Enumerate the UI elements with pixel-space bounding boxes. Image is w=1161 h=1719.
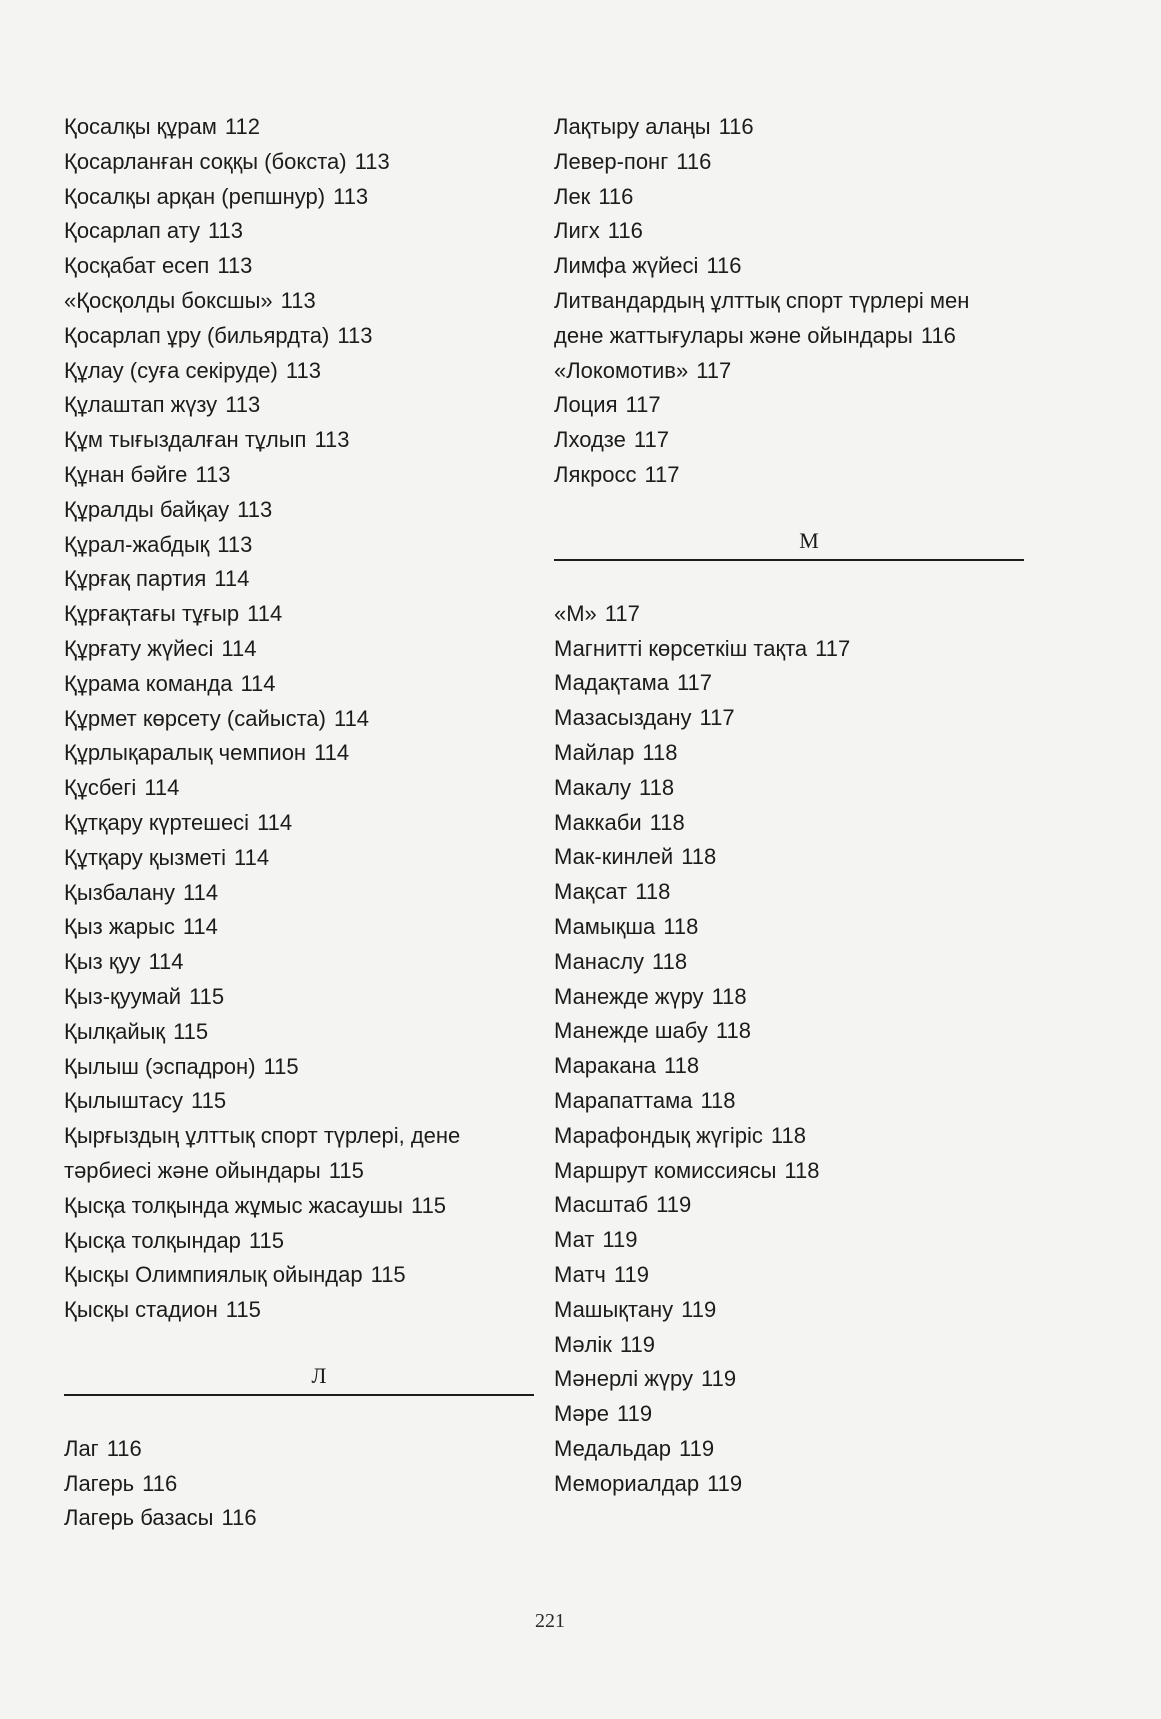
entry-page-number: 116 <box>598 183 634 209</box>
entry-page-number: 114 <box>233 844 270 870</box>
entry-page-number: 113 <box>314 427 350 453</box>
entry-term: Қосалқы құрам <box>64 114 217 139</box>
entry-page-number: 118 <box>715 1018 751 1044</box>
entry-term: Мамықша <box>554 913 656 939</box>
index-entry <box>554 284 1024 354</box>
index-entry <box>64 945 534 980</box>
index-entry <box>554 875 1024 910</box>
entry-page-number: 113 <box>333 183 369 209</box>
index-entry <box>64 736 534 771</box>
entry-term: Мемориалдар <box>554 1470 700 1496</box>
entry-page-number: 113 <box>195 461 231 487</box>
entry-term: Мак-кинлей <box>554 844 674 870</box>
index-entry <box>64 1119 534 1189</box>
entry-term: Лаг <box>64 1435 99 1461</box>
index-entry <box>554 1049 1024 1084</box>
entry-term: Марафондық жүгіріс <box>554 1122 763 1148</box>
index-entry <box>64 667 534 702</box>
entry-term: Лякросс <box>554 461 637 487</box>
entry-page-number: 113 <box>217 253 253 279</box>
entry-term: Манаслу <box>554 948 645 974</box>
right-entries-after <box>554 597 1024 1502</box>
entry-page-number: 116 <box>221 1505 257 1531</box>
index-entry <box>64 597 534 632</box>
index-entry <box>554 806 1024 841</box>
entry-term: Қыз-қуумай <box>64 983 182 1009</box>
index-entry <box>554 423 1024 458</box>
index-entry <box>64 493 534 528</box>
left-entries-before <box>64 110 534 1328</box>
index-entry <box>554 945 1024 980</box>
entry-page-number: 114 <box>314 740 350 766</box>
index-entry <box>554 701 1024 736</box>
entry-page-number: 114 <box>240 670 276 696</box>
index-entry <box>554 180 1024 215</box>
entry-term: Құрғату жүйесі <box>64 635 214 661</box>
index-entry <box>554 1154 1024 1189</box>
right-entries-before <box>554 110 1024 493</box>
index-entry <box>64 528 534 563</box>
entry-page-number: 116 <box>706 253 742 279</box>
entry-page-number: 118 <box>770 1122 806 1148</box>
entry-page-number: 113 <box>237 496 273 522</box>
entry-term: Манежде жүру <box>554 983 704 1009</box>
index-entry <box>554 1188 1024 1223</box>
index-entry <box>554 666 1024 701</box>
entry-page-number: 118 <box>642 739 678 765</box>
entry-page-number: 115 <box>248 1227 284 1253</box>
right-column <box>554 110 1024 1501</box>
entry-page-number: 118 <box>700 1087 736 1113</box>
section-header-m <box>554 525 1024 569</box>
entry-term: Қыз қуу <box>64 949 141 975</box>
index-entry <box>64 702 534 737</box>
entry-term: Қысқа толқындар <box>64 1227 241 1253</box>
entry-term: Лимфа жүйесі <box>554 253 699 279</box>
entry-page-number: 115 <box>173 1018 209 1044</box>
entry-page-number: 118 <box>681 844 717 870</box>
index-entry <box>64 458 534 493</box>
entry-term: Макалу <box>554 774 631 800</box>
entry-page-number: 118 <box>652 948 688 974</box>
entry-page-number: 114 <box>247 601 283 627</box>
index-entry <box>554 110 1024 145</box>
entry-term: Лходзе <box>554 427 626 453</box>
entry-page-number: 114 <box>257 809 293 835</box>
entry-page-number: 116 <box>676 148 712 174</box>
entry-page-number: 116 <box>920 322 956 348</box>
entry-page-number: 113 <box>217 531 253 557</box>
index-entry <box>64 1432 534 1467</box>
index-entry <box>64 145 534 180</box>
entry-term: Лагерь базасы <box>64 1505 214 1531</box>
entry-term: Мадақтама <box>554 670 669 696</box>
entry-page-number: 118 <box>649 809 685 835</box>
index-entry <box>64 249 534 284</box>
entry-page-number: 119 <box>700 1366 737 1392</box>
entry-page-number: 116 <box>106 1435 142 1461</box>
entry-term: Қылыш (эспадрон) <box>64 1053 256 1079</box>
entry-page-number: 114 <box>333 705 370 731</box>
entry-page-number: 115 <box>191 1088 227 1114</box>
index-entry <box>64 214 534 249</box>
entry-term: Қырғыздың ұлттық спорт түрлері, дене тәрбиесі және ойындары <box>64 1123 461 1183</box>
entry-page-number: 118 <box>635 879 671 905</box>
entry-term: Қылқайық <box>64 1018 166 1044</box>
index-entry <box>64 319 534 354</box>
index-entry <box>64 876 534 911</box>
index-entry <box>64 1258 534 1293</box>
index-entry <box>554 1014 1024 1049</box>
index-entry <box>554 354 1024 389</box>
entry-term: Мәре <box>554 1401 610 1427</box>
entry-page-number: 114 <box>182 914 218 940</box>
entry-page-number: 115 <box>328 1157 364 1183</box>
entry-page-number: 119 <box>679 1435 715 1461</box>
entry-term: Құлау (суға секіруде) <box>64 357 278 383</box>
index-entry <box>64 354 534 389</box>
entry-page-number: 117 <box>633 427 669 453</box>
entry-term: Литвандардың ұлттық спорт түрлері мен дене жаттығулары және ойындары <box>554 287 970 348</box>
entry-page-number: 118 <box>639 774 675 800</box>
entry-page-number: 117 <box>815 635 851 661</box>
entry-page-number: 112 <box>224 114 260 139</box>
entry-page-number: 114 <box>214 566 250 592</box>
entry-term: Құралды байқау <box>64 496 230 522</box>
entry-page-number: 115 <box>410 1192 447 1218</box>
entry-page-number: 117 <box>625 392 661 418</box>
section-letter: М <box>799 527 819 553</box>
index-entry <box>554 632 1024 667</box>
index-entry <box>554 840 1024 875</box>
index-entry <box>64 771 534 806</box>
entry-term: Құтқару күртешесі <box>64 809 250 835</box>
entry-page-number: 113 <box>285 357 321 383</box>
entry-page-number: 115 <box>189 983 225 1009</box>
index-entry <box>64 841 534 876</box>
entry-term: Құлаштап жүзу <box>64 392 218 418</box>
entry-term: Қосқабат есеп <box>64 253 210 279</box>
entry-page-number: 118 <box>711 983 747 1009</box>
index-entry <box>554 249 1024 284</box>
entry-term: Қосарлап ұру (бильярдта) <box>64 322 330 348</box>
entry-page-number: 116 <box>607 218 643 244</box>
entry-term: Маракана <box>554 1053 657 1079</box>
entry-term: Қызбалану <box>64 879 176 905</box>
index-entry <box>554 1362 1024 1397</box>
entry-page-number: 119 <box>613 1261 649 1287</box>
entry-term: Қысқы стадион <box>64 1297 218 1323</box>
page-number: 221 <box>535 1610 565 1632</box>
entry-term: Құрмет көрсету (сайыста) <box>64 705 326 731</box>
section-letter: Л <box>311 1362 327 1388</box>
entry-term: Қосалқы арқан (репшнур) <box>64 183 326 209</box>
index-entry <box>554 771 1024 806</box>
entry-page-number: 113 <box>280 287 316 313</box>
index-entry <box>64 632 534 667</box>
section-divider <box>554 559 1024 561</box>
entry-term: Майлар <box>554 739 635 765</box>
index-entry <box>64 1084 534 1119</box>
entry-term: Лагерь <box>64 1470 135 1496</box>
section-header-l <box>64 1360 534 1404</box>
entry-term: Қосарлап ату <box>64 218 200 244</box>
entry-term: «М» <box>554 600 597 626</box>
index-entry <box>554 1119 1024 1154</box>
entry-term: Лигх <box>554 218 600 244</box>
entry-term: Мат <box>554 1227 595 1253</box>
entry-term: Құтқару қызметі <box>64 844 226 870</box>
entry-term: Қысқы Олимпиялық ойындар <box>64 1262 363 1288</box>
left-column <box>64 110 534 1536</box>
entry-page-number: 117 <box>676 670 713 696</box>
entry-page-number: 113 <box>354 148 390 174</box>
index-entry <box>554 1223 1024 1258</box>
entry-term: Магнитті көрсеткіш тақта <box>554 635 808 661</box>
index-entry <box>554 1432 1024 1467</box>
section-divider <box>64 1394 534 1396</box>
entry-page-number: 116 <box>718 114 754 139</box>
index-entry <box>554 458 1024 493</box>
entry-term: «Локомотив» <box>554 357 689 383</box>
entry-term: Қыз жарыс <box>64 914 175 940</box>
entry-page-number: 114 <box>183 879 219 905</box>
entry-term: Қысқа толқында жұмыс жасаушы <box>64 1192 403 1218</box>
entry-term: Манежде шабу <box>554 1018 708 1044</box>
entry-term: Маршрут комиссиясы <box>554 1157 777 1183</box>
index-entry <box>64 110 534 145</box>
entry-page-number: 119 <box>619 1331 655 1357</box>
entry-page-number: 117 <box>696 357 732 383</box>
entry-page-number: 118 <box>664 1053 700 1079</box>
entry-term: Құрал-жабдық <box>64 531 210 557</box>
index-entry <box>64 388 534 423</box>
index-entry <box>64 1050 534 1085</box>
index-entry <box>64 1501 534 1536</box>
entry-page-number: 114 <box>144 775 180 801</box>
entry-page-number: 119 <box>617 1401 653 1427</box>
entry-term: Құм тығыздалған тұлып <box>64 427 307 453</box>
entry-page-number: 119 <box>681 1296 717 1322</box>
index-entry <box>554 388 1024 423</box>
index-entry <box>64 910 534 945</box>
index-entry <box>64 180 534 215</box>
index-entry <box>554 736 1024 771</box>
index-entry <box>64 1189 534 1224</box>
entry-term: Лоция <box>554 392 618 418</box>
entry-term: Марапаттама <box>554 1087 693 1113</box>
index-entry <box>554 1328 1024 1363</box>
entry-term: Қылыштасу <box>64 1088 183 1114</box>
entry-term: Құнан бәйге <box>64 461 188 487</box>
entry-term: Құрама команда <box>64 670 233 696</box>
entry-page-number: 114 <box>148 949 184 975</box>
entry-term: Маккаби <box>554 809 642 835</box>
index-entry <box>64 980 534 1015</box>
entry-term: Медальдар <box>554 1435 672 1461</box>
index-entry <box>64 1293 534 1328</box>
entry-term: Машықтану <box>554 1296 674 1322</box>
entry-page-number: 117 <box>699 705 735 731</box>
entry-page-number: 119 <box>656 1192 692 1218</box>
index-entry <box>64 1467 534 1502</box>
entry-page-number: 113 <box>225 392 261 418</box>
entry-term: «Қосқолды боксшы» <box>64 287 273 313</box>
entry-page-number: 115 <box>370 1262 406 1288</box>
entry-term: Мақсат <box>554 879 628 905</box>
entry-term: Құрғақ партия <box>64 566 207 592</box>
entry-page-number: 114 <box>221 635 257 661</box>
entry-page-number: 117 <box>604 600 640 626</box>
entry-term: Мәлік <box>554 1331 612 1357</box>
entry-page-number: 115 <box>263 1053 299 1079</box>
index-entry <box>64 562 534 597</box>
entry-term: Масштаб <box>554 1192 649 1218</box>
index-entry <box>554 145 1024 180</box>
entry-page-number: 118 <box>663 913 699 939</box>
index-entry <box>554 980 1024 1015</box>
index-entry <box>554 1467 1024 1502</box>
entry-page-number: 113 <box>337 322 373 348</box>
index-entry <box>554 597 1024 632</box>
entry-term: Лақтыру алаңы <box>554 114 711 139</box>
entry-page-number: 119 <box>602 1227 638 1253</box>
entry-term: Мазасыздану <box>554 705 692 731</box>
entry-term: Қосарланған соққы (бокста) <box>64 148 347 174</box>
entry-page-number: 118 <box>784 1157 820 1183</box>
index-entry <box>554 1293 1024 1328</box>
entry-term: Мәнерлі жүру <box>554 1366 693 1392</box>
entry-term: Левер-понг <box>554 148 669 174</box>
entry-page-number: 115 <box>225 1297 261 1323</box>
entry-term: Матч <box>554 1261 606 1287</box>
entry-term: Құсбегі <box>64 775 137 801</box>
index-entry <box>554 1258 1024 1293</box>
index-entry <box>64 284 534 319</box>
entry-page-number: 113 <box>207 218 244 244</box>
index-entry <box>554 214 1024 249</box>
entry-page-number: 116 <box>142 1470 178 1496</box>
index-entry <box>554 1397 1024 1432</box>
index-entry <box>64 1015 534 1050</box>
entry-term: Лек <box>554 183 591 209</box>
index-entry <box>64 806 534 841</box>
index-entry <box>554 1084 1024 1119</box>
index-entry <box>64 423 534 458</box>
index-entry <box>64 1224 534 1259</box>
entry-page-number: 117 <box>644 461 680 487</box>
left-entries-after <box>64 1432 534 1536</box>
entry-term: Құрлықаралық чемпион <box>64 740 307 766</box>
entry-page-number: 119 <box>707 1470 743 1496</box>
index-entry <box>554 910 1024 945</box>
entry-term: Құрғақтағы тұғыр <box>64 601 240 627</box>
